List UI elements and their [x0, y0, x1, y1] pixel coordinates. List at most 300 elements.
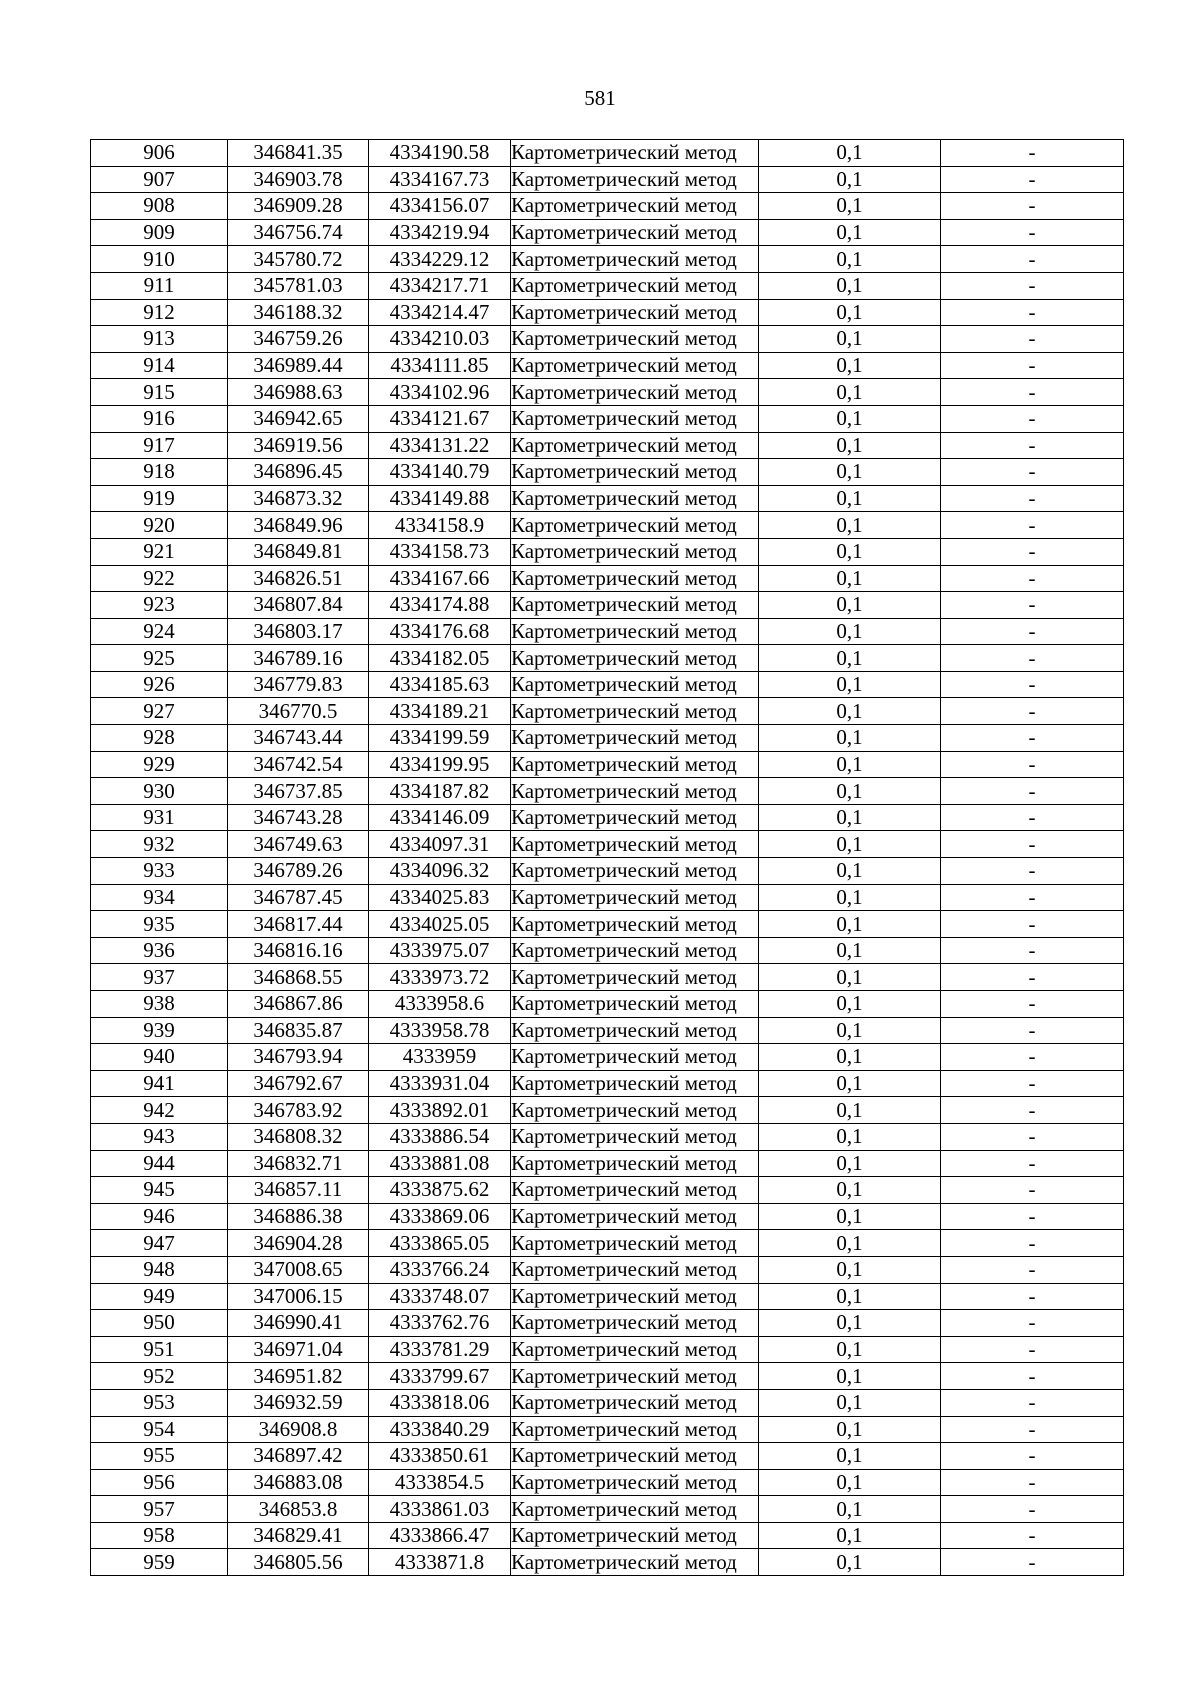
method-cell: Картометрический метод: [511, 778, 759, 805]
x-coordinate-cell: 346832.71: [228, 1150, 369, 1177]
accuracy-cell: 0,1: [759, 698, 941, 725]
y-coordinate-cell: 4334167.73: [369, 166, 511, 193]
point-number-cell: 948: [91, 1256, 228, 1283]
table-row: [91, 911, 1124, 938]
table-row: [91, 1416, 1124, 1443]
description-cell: -: [941, 1549, 1124, 1576]
table-row: [91, 140, 1124, 167]
method-cell: Картометрический метод: [511, 1017, 759, 1044]
method-cell: Картометрический метод: [511, 751, 759, 778]
method-cell: Картометрический метод: [511, 1416, 759, 1443]
method-cell: Картометрический метод: [511, 1363, 759, 1390]
description-cell: -: [941, 246, 1124, 273]
y-coordinate-cell: 4333975.07: [369, 937, 511, 964]
method-cell: Картометрический метод: [511, 1336, 759, 1363]
y-coordinate-cell: 4334176.68: [369, 618, 511, 645]
method-cell: Картометрический метод: [511, 1522, 759, 1549]
accuracy-cell: 0,1: [759, 485, 941, 512]
table-row: [91, 1150, 1124, 1177]
table-row: [91, 937, 1124, 964]
accuracy-cell: 0,1: [759, 1336, 941, 1363]
description-cell: -: [941, 964, 1124, 991]
table-row: [91, 884, 1124, 911]
x-coordinate-cell: 346886.38: [228, 1203, 369, 1230]
table-row: [91, 565, 1124, 592]
method-cell: Картометрический метод: [511, 1389, 759, 1416]
y-coordinate-cell: 4333854.5: [369, 1469, 511, 1496]
method-cell: Картометрический метод: [511, 1123, 759, 1150]
method-cell: Картометрический метод: [511, 166, 759, 193]
point-number-cell: 926: [91, 671, 228, 698]
point-number-cell: 954: [91, 1416, 228, 1443]
description-cell: -: [941, 592, 1124, 619]
y-coordinate-cell: 4334025.83: [369, 884, 511, 911]
x-coordinate-cell: 346919.56: [228, 432, 369, 459]
accuracy-cell: 0,1: [759, 1416, 941, 1443]
method-cell: Картометрический метод: [511, 459, 759, 486]
x-coordinate-cell: 346867.86: [228, 991, 369, 1018]
method-cell: Картометрический метод: [511, 804, 759, 831]
x-coordinate-cell: 346807.84: [228, 592, 369, 619]
point-number-cell: 918: [91, 459, 228, 486]
description-cell: -: [941, 1123, 1124, 1150]
table-row: [91, 592, 1124, 619]
y-coordinate-cell: 4333865.05: [369, 1230, 511, 1257]
point-number-cell: 913: [91, 326, 228, 353]
y-coordinate-cell: 4334210.03: [369, 326, 511, 353]
y-coordinate-cell: 4334025.05: [369, 911, 511, 938]
table-row: [91, 1336, 1124, 1363]
point-number-cell: 943: [91, 1123, 228, 1150]
accuracy-cell: 0,1: [759, 884, 941, 911]
method-cell: Картометрический метод: [511, 1496, 759, 1523]
x-coordinate-cell: 346849.96: [228, 512, 369, 539]
accuracy-cell: 0,1: [759, 1177, 941, 1204]
table-row: [91, 725, 1124, 752]
point-number-cell: 935: [91, 911, 228, 938]
accuracy-cell: 0,1: [759, 166, 941, 193]
table-row: [91, 512, 1124, 539]
table-row: [91, 1549, 1124, 1576]
description-cell: -: [941, 485, 1124, 512]
y-coordinate-cell: 4334111.85: [369, 352, 511, 379]
accuracy-cell: 0,1: [759, 1070, 941, 1097]
y-coordinate-cell: 4334185.63: [369, 671, 511, 698]
table-row: [91, 272, 1124, 299]
point-number-cell: 929: [91, 751, 228, 778]
description-cell: -: [941, 671, 1124, 698]
point-number-cell: 933: [91, 858, 228, 885]
table-row: [91, 751, 1124, 778]
description-cell: -: [941, 1363, 1124, 1390]
accuracy-cell: 0,1: [759, 618, 941, 645]
x-coordinate-cell: 346849.81: [228, 538, 369, 565]
accuracy-cell: 0,1: [759, 1123, 941, 1150]
y-coordinate-cell: 4333931.04: [369, 1070, 511, 1097]
x-coordinate-cell: 346783.92: [228, 1097, 369, 1124]
y-coordinate-cell: 4334182.05: [369, 645, 511, 672]
method-cell: Картометрический метод: [511, 1070, 759, 1097]
page-number: 581: [584, 86, 616, 110]
accuracy-cell: 0,1: [759, 459, 941, 486]
x-coordinate-cell: 346857.11: [228, 1177, 369, 1204]
point-number-cell: 953: [91, 1389, 228, 1416]
y-coordinate-cell: 4333840.29: [369, 1416, 511, 1443]
x-coordinate-cell: 346873.32: [228, 485, 369, 512]
point-number-cell: 955: [91, 1443, 228, 1470]
y-coordinate-cell: 4334156.07: [369, 193, 511, 220]
point-number-cell: 920: [91, 512, 228, 539]
y-coordinate-cell: 4334158.9: [369, 512, 511, 539]
table-row: [91, 538, 1124, 565]
point-number-cell: 927: [91, 698, 228, 725]
x-coordinate-cell: 346932.59: [228, 1389, 369, 1416]
table-row: [91, 405, 1124, 432]
accuracy-cell: 0,1: [759, 831, 941, 858]
method-cell: Картометрический метод: [511, 964, 759, 991]
description-cell: -: [941, 1150, 1124, 1177]
x-coordinate-cell: 346188.32: [228, 299, 369, 326]
y-coordinate-cell: 4334131.22: [369, 432, 511, 459]
point-number-cell: 915: [91, 379, 228, 406]
point-number-cell: 922: [91, 565, 228, 592]
description-cell: -: [941, 432, 1124, 459]
description-cell: -: [941, 299, 1124, 326]
x-coordinate-cell: 346789.26: [228, 858, 369, 885]
point-number-cell: 925: [91, 645, 228, 672]
table-row: [91, 193, 1124, 220]
table-row: [91, 1177, 1124, 1204]
x-coordinate-cell: 346897.42: [228, 1443, 369, 1470]
point-number-cell: 949: [91, 1283, 228, 1310]
x-coordinate-cell: 346835.87: [228, 1017, 369, 1044]
method-cell: Картометрический метод: [511, 1469, 759, 1496]
description-cell: -: [941, 1177, 1124, 1204]
y-coordinate-cell: 4333781.29: [369, 1336, 511, 1363]
y-coordinate-cell: 4334189.21: [369, 698, 511, 725]
x-coordinate-cell: 346817.44: [228, 911, 369, 938]
method-cell: Картометрический метод: [511, 1097, 759, 1124]
point-number-cell: 937: [91, 964, 228, 991]
description-cell: -: [941, 512, 1124, 539]
method-cell: Картометрический метод: [511, 565, 759, 592]
description-cell: -: [941, 140, 1124, 167]
table-row: [91, 645, 1124, 672]
accuracy-cell: 0,1: [759, 1017, 941, 1044]
accuracy-cell: 0,1: [759, 326, 941, 353]
accuracy-cell: 0,1: [759, 725, 941, 752]
y-coordinate-cell: 4333861.03: [369, 1496, 511, 1523]
accuracy-cell: 0,1: [759, 858, 941, 885]
y-coordinate-cell: 4334174.88: [369, 592, 511, 619]
accuracy-cell: 0,1: [759, 911, 941, 938]
x-coordinate-cell: 346749.63: [228, 831, 369, 858]
method-cell: Картометрический метод: [511, 937, 759, 964]
table-row: [91, 858, 1124, 885]
method-cell: Картометрический метод: [511, 193, 759, 220]
method-cell: Картометрический метод: [511, 1256, 759, 1283]
x-coordinate-cell: 346808.32: [228, 1123, 369, 1150]
point-number-cell: 930: [91, 778, 228, 805]
table-row: [91, 618, 1124, 645]
point-number-cell: 914: [91, 352, 228, 379]
point-number-cell: 912: [91, 299, 228, 326]
description-cell: -: [941, 937, 1124, 964]
table-row: [91, 1070, 1124, 1097]
description-cell: -: [941, 1230, 1124, 1257]
x-coordinate-cell: 346805.56: [228, 1549, 369, 1576]
x-coordinate-cell: 346896.45: [228, 459, 369, 486]
table-row: [91, 1230, 1124, 1257]
method-cell: Картометрический метод: [511, 1443, 759, 1470]
method-cell: Картометрический метод: [511, 698, 759, 725]
accuracy-cell: 0,1: [759, 1283, 941, 1310]
x-coordinate-cell: 346789.16: [228, 645, 369, 672]
accuracy-cell: 0,1: [759, 937, 941, 964]
method-cell: Картометрический метод: [511, 991, 759, 1018]
y-coordinate-cell: 4334167.66: [369, 565, 511, 592]
point-number-cell: 941: [91, 1070, 228, 1097]
x-coordinate-cell: 346743.28: [228, 804, 369, 831]
table-row: [91, 459, 1124, 486]
accuracy-cell: 0,1: [759, 1443, 941, 1470]
table-row: [91, 1097, 1124, 1124]
table-row: [91, 964, 1124, 991]
description-cell: -: [941, 352, 1124, 379]
accuracy-cell: 0,1: [759, 432, 941, 459]
description-cell: -: [941, 751, 1124, 778]
method-cell: Картометрический метод: [511, 326, 759, 353]
y-coordinate-cell: 4334121.67: [369, 405, 511, 432]
method-cell: Картометрический метод: [511, 379, 759, 406]
table-row: [91, 432, 1124, 459]
table-row: [91, 1044, 1124, 1071]
description-cell: -: [941, 698, 1124, 725]
x-coordinate-cell: 346883.08: [228, 1469, 369, 1496]
description-cell: -: [941, 1097, 1124, 1124]
description-cell: -: [941, 272, 1124, 299]
point-number-cell: 919: [91, 485, 228, 512]
y-coordinate-cell: 4333959: [369, 1044, 511, 1071]
y-coordinate-cell: 4334140.79: [369, 459, 511, 486]
y-coordinate-cell: 4333866.47: [369, 1522, 511, 1549]
y-coordinate-cell: 4333958.6: [369, 991, 511, 1018]
accuracy-cell: 0,1: [759, 1230, 941, 1257]
description-cell: -: [941, 618, 1124, 645]
point-number-cell: 934: [91, 884, 228, 911]
method-cell: Картометрический метод: [511, 538, 759, 565]
description-cell: -: [941, 1469, 1124, 1496]
x-coordinate-cell: 346826.51: [228, 565, 369, 592]
description-cell: -: [941, 1389, 1124, 1416]
description-cell: -: [941, 991, 1124, 1018]
accuracy-cell: 0,1: [759, 592, 941, 619]
y-coordinate-cell: 4333799.67: [369, 1363, 511, 1390]
description-cell: -: [941, 1443, 1124, 1470]
method-cell: Картометрический метод: [511, 485, 759, 512]
point-number-cell: 932: [91, 831, 228, 858]
table-row: [91, 1256, 1124, 1283]
x-coordinate-cell: 345781.03: [228, 272, 369, 299]
table-row: [91, 1363, 1124, 1390]
method-cell: Картометрический метод: [511, 884, 759, 911]
method-cell: Картометрический метод: [511, 831, 759, 858]
description-cell: -: [941, 459, 1124, 486]
y-coordinate-cell: 4333818.06: [369, 1389, 511, 1416]
method-cell: Картометрический метод: [511, 352, 759, 379]
description-cell: -: [941, 804, 1124, 831]
x-coordinate-cell: 346903.78: [228, 166, 369, 193]
y-coordinate-cell: 4334146.09: [369, 804, 511, 831]
table-row: [91, 379, 1124, 406]
method-cell: Картометрический метод: [511, 1230, 759, 1257]
method-cell: Картометрический метод: [511, 1310, 759, 1337]
x-coordinate-cell: 346793.94: [228, 1044, 369, 1071]
method-cell: Картометрический метод: [511, 299, 759, 326]
x-coordinate-cell: 346989.44: [228, 352, 369, 379]
accuracy-cell: 0,1: [759, 379, 941, 406]
y-coordinate-cell: 4333850.61: [369, 1443, 511, 1470]
y-coordinate-cell: 4333892.01: [369, 1097, 511, 1124]
accuracy-cell: 0,1: [759, 299, 941, 326]
method-cell: Картометрический метод: [511, 1283, 759, 1310]
description-cell: -: [941, 219, 1124, 246]
x-coordinate-cell: 346988.63: [228, 379, 369, 406]
point-number-cell: 942: [91, 1097, 228, 1124]
accuracy-cell: 0,1: [759, 219, 941, 246]
accuracy-cell: 0,1: [759, 1150, 941, 1177]
point-number-cell: 921: [91, 538, 228, 565]
coordinates-table-body: [91, 140, 1124, 1576]
x-coordinate-cell: 347008.65: [228, 1256, 369, 1283]
method-cell: Картометрический метод: [511, 405, 759, 432]
description-cell: -: [941, 1496, 1124, 1523]
table-row: [91, 1123, 1124, 1150]
point-number-cell: 910: [91, 246, 228, 273]
accuracy-cell: 0,1: [759, 272, 941, 299]
y-coordinate-cell: 4334187.82: [369, 778, 511, 805]
x-coordinate-cell: 346742.54: [228, 751, 369, 778]
x-coordinate-cell: 346770.5: [228, 698, 369, 725]
table-row: [91, 1496, 1124, 1523]
x-coordinate-cell: 346971.04: [228, 1336, 369, 1363]
coordinates-table: [90, 139, 1124, 1576]
accuracy-cell: 0,1: [759, 1044, 941, 1071]
method-cell: Картометрический метод: [511, 1203, 759, 1230]
method-cell: Картометрический метод: [511, 140, 759, 167]
accuracy-cell: 0,1: [759, 1389, 941, 1416]
x-coordinate-cell: 346756.74: [228, 219, 369, 246]
y-coordinate-cell: 4333766.24: [369, 1256, 511, 1283]
description-cell: -: [941, 538, 1124, 565]
table-row: [91, 352, 1124, 379]
accuracy-cell: 0,1: [759, 1522, 941, 1549]
x-coordinate-cell: 346853.8: [228, 1496, 369, 1523]
x-coordinate-cell: 346787.45: [228, 884, 369, 911]
x-coordinate-cell: 346737.85: [228, 778, 369, 805]
point-number-cell: 947: [91, 1230, 228, 1257]
accuracy-cell: 0,1: [759, 1097, 941, 1124]
y-coordinate-cell: 4334102.96: [369, 379, 511, 406]
table-row: [91, 1389, 1124, 1416]
description-cell: -: [941, 166, 1124, 193]
point-number-cell: 909: [91, 219, 228, 246]
table-row: [91, 166, 1124, 193]
accuracy-cell: 0,1: [759, 512, 941, 539]
description-cell: -: [941, 1310, 1124, 1337]
x-coordinate-cell: 346942.65: [228, 405, 369, 432]
point-number-cell: 959: [91, 1549, 228, 1576]
accuracy-cell: 0,1: [759, 140, 941, 167]
point-number-cell: 958: [91, 1522, 228, 1549]
method-cell: Картометрический метод: [511, 592, 759, 619]
y-coordinate-cell: 4334199.59: [369, 725, 511, 752]
y-coordinate-cell: 4333886.54: [369, 1123, 511, 1150]
x-coordinate-cell: 346792.67: [228, 1070, 369, 1097]
accuracy-cell: 0,1: [759, 1549, 941, 1576]
y-coordinate-cell: 4333762.76: [369, 1310, 511, 1337]
x-coordinate-cell: 346904.28: [228, 1230, 369, 1257]
description-cell: -: [941, 565, 1124, 592]
y-coordinate-cell: 4334217.71: [369, 272, 511, 299]
accuracy-cell: 0,1: [759, 778, 941, 805]
point-number-cell: 940: [91, 1044, 228, 1071]
method-cell: Картометрический метод: [511, 512, 759, 539]
y-coordinate-cell: 4333875.62: [369, 1177, 511, 1204]
point-number-cell: 908: [91, 193, 228, 220]
accuracy-cell: 0,1: [759, 405, 941, 432]
accuracy-cell: 0,1: [759, 804, 941, 831]
method-cell: Картометрический метод: [511, 671, 759, 698]
x-coordinate-cell: 346829.41: [228, 1522, 369, 1549]
description-cell: -: [941, 778, 1124, 805]
method-cell: Картометрический метод: [511, 1150, 759, 1177]
x-coordinate-cell: 346951.82: [228, 1363, 369, 1390]
description-cell: -: [941, 911, 1124, 938]
table-row: [91, 219, 1124, 246]
accuracy-cell: 0,1: [759, 1363, 941, 1390]
point-number-cell: 956: [91, 1469, 228, 1496]
point-number-cell: 923: [91, 592, 228, 619]
x-coordinate-cell: 346908.8: [228, 1416, 369, 1443]
point-number-cell: 917: [91, 432, 228, 459]
table-row: [91, 485, 1124, 512]
accuracy-cell: 0,1: [759, 991, 941, 1018]
description-cell: -: [941, 405, 1124, 432]
method-cell: Картометрический метод: [511, 645, 759, 672]
x-coordinate-cell: 345780.72: [228, 246, 369, 273]
x-coordinate-cell: 346759.26: [228, 326, 369, 353]
point-number-cell: 951: [91, 1336, 228, 1363]
y-coordinate-cell: 4334096.32: [369, 858, 511, 885]
description-cell: -: [941, 831, 1124, 858]
y-coordinate-cell: 4334158.73: [369, 538, 511, 565]
point-number-cell: 950: [91, 1310, 228, 1337]
table-row: [91, 299, 1124, 326]
x-coordinate-cell: 346779.83: [228, 671, 369, 698]
point-number-cell: 946: [91, 1203, 228, 1230]
description-cell: -: [941, 858, 1124, 885]
y-coordinate-cell: 4333973.72: [369, 964, 511, 991]
point-number-cell: 938: [91, 991, 228, 1018]
method-cell: Картометрический метод: [511, 432, 759, 459]
y-coordinate-cell: 4334219.94: [369, 219, 511, 246]
description-cell: -: [941, 1283, 1124, 1310]
method-cell: Картометрический метод: [511, 618, 759, 645]
description-cell: -: [941, 1203, 1124, 1230]
point-number-cell: 936: [91, 937, 228, 964]
table-row: [91, 1443, 1124, 1470]
